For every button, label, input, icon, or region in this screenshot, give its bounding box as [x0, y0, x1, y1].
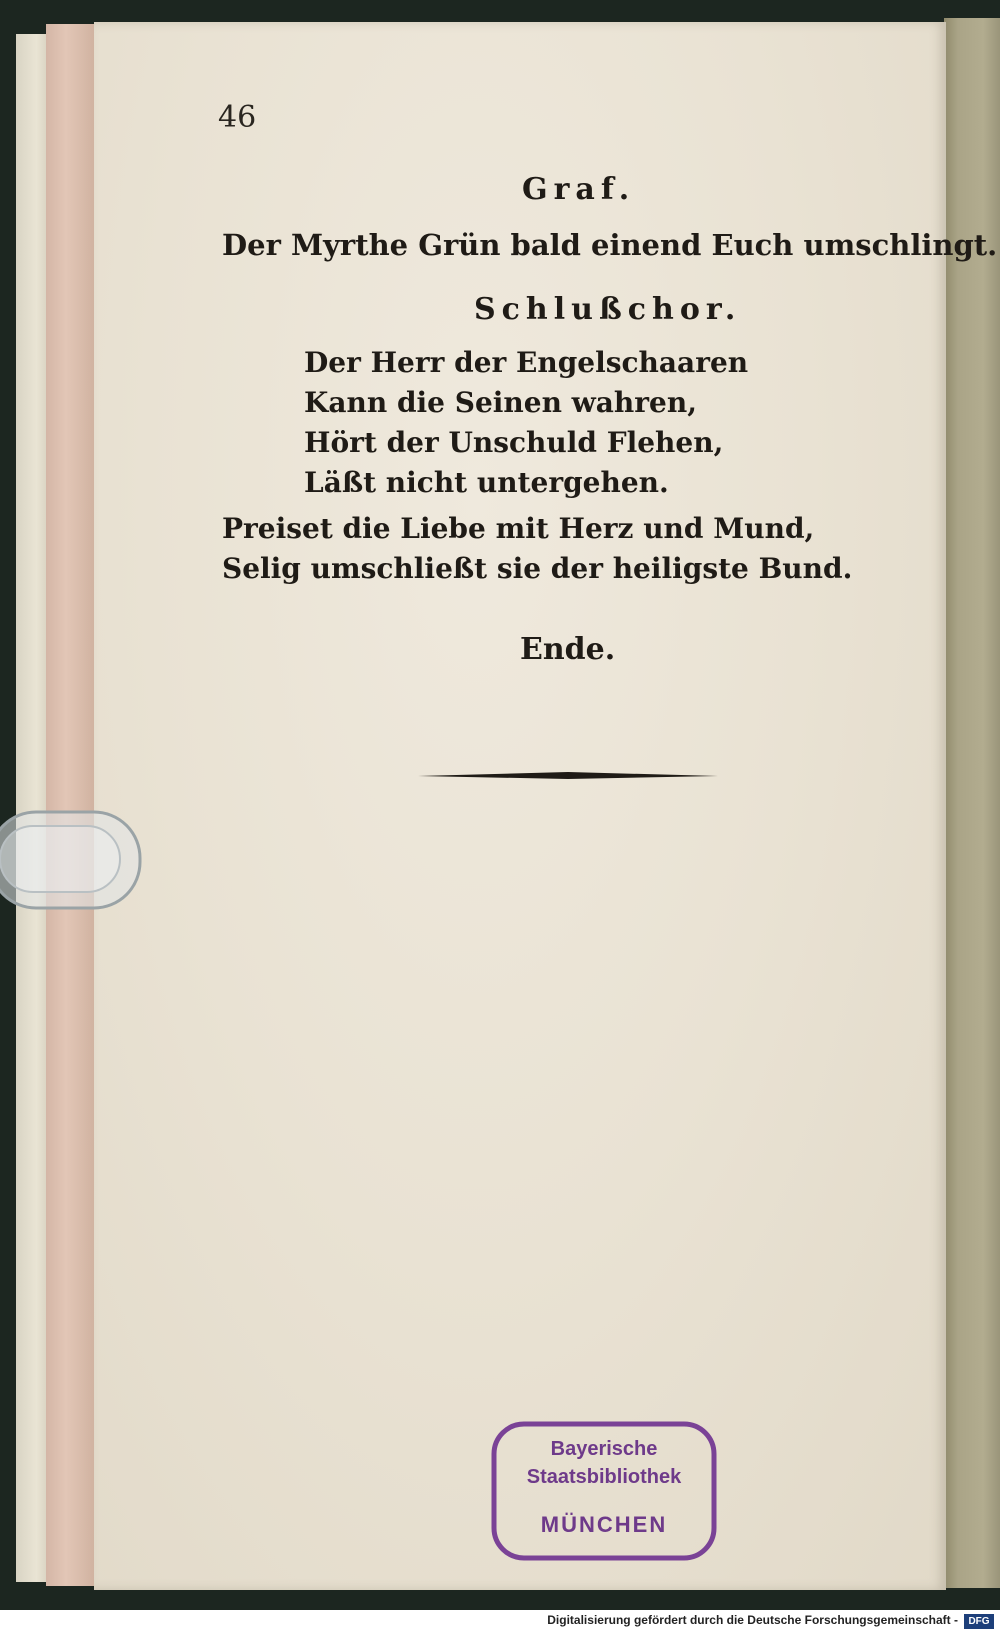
library-stamp	[488, 1418, 720, 1564]
end-marker: Ende.	[520, 632, 616, 667]
chorus-line-1: Der Herr der Engelschaaren	[304, 346, 749, 379]
page-number: 46	[218, 100, 257, 135]
speaker-schlusschor: Schlußchor.	[474, 292, 742, 327]
footer-bar	[0, 1610, 1000, 1633]
ornamental-rule	[418, 772, 718, 780]
stamp-line-3: MÜNCHEN	[540, 1512, 668, 1537]
dfg-logo: DFG	[964, 1614, 994, 1629]
closing-line-1: Preiset die Liebe mit Herz und Mund,	[222, 512, 815, 545]
chorus-line-3: Hört der Unschuld Flehen,	[304, 426, 724, 459]
page-stack-edges	[46, 24, 97, 1586]
speaker-graf: Graf.	[522, 172, 636, 207]
footer-credit: Digitalisierung gefördert durch die Deutsche Forschungsgemeinschaft -	[547, 1613, 958, 1627]
stamp-line-1: Bayerische	[550, 1438, 658, 1460]
chorus-line-4: Läßt nicht untergehen.	[304, 466, 669, 499]
line-graf: Der Myrthe Grün bald einend Euch umschlingt.	[222, 228, 998, 262]
stamp-line-2: Staatsbibliothek	[526, 1466, 682, 1488]
page-holder-clip	[0, 808, 160, 918]
chorus-line-2: Kann die Seinen wahren,	[304, 386, 697, 419]
closing-line-2: Selig umschließt sie der heiligste Bund.	[222, 552, 853, 585]
